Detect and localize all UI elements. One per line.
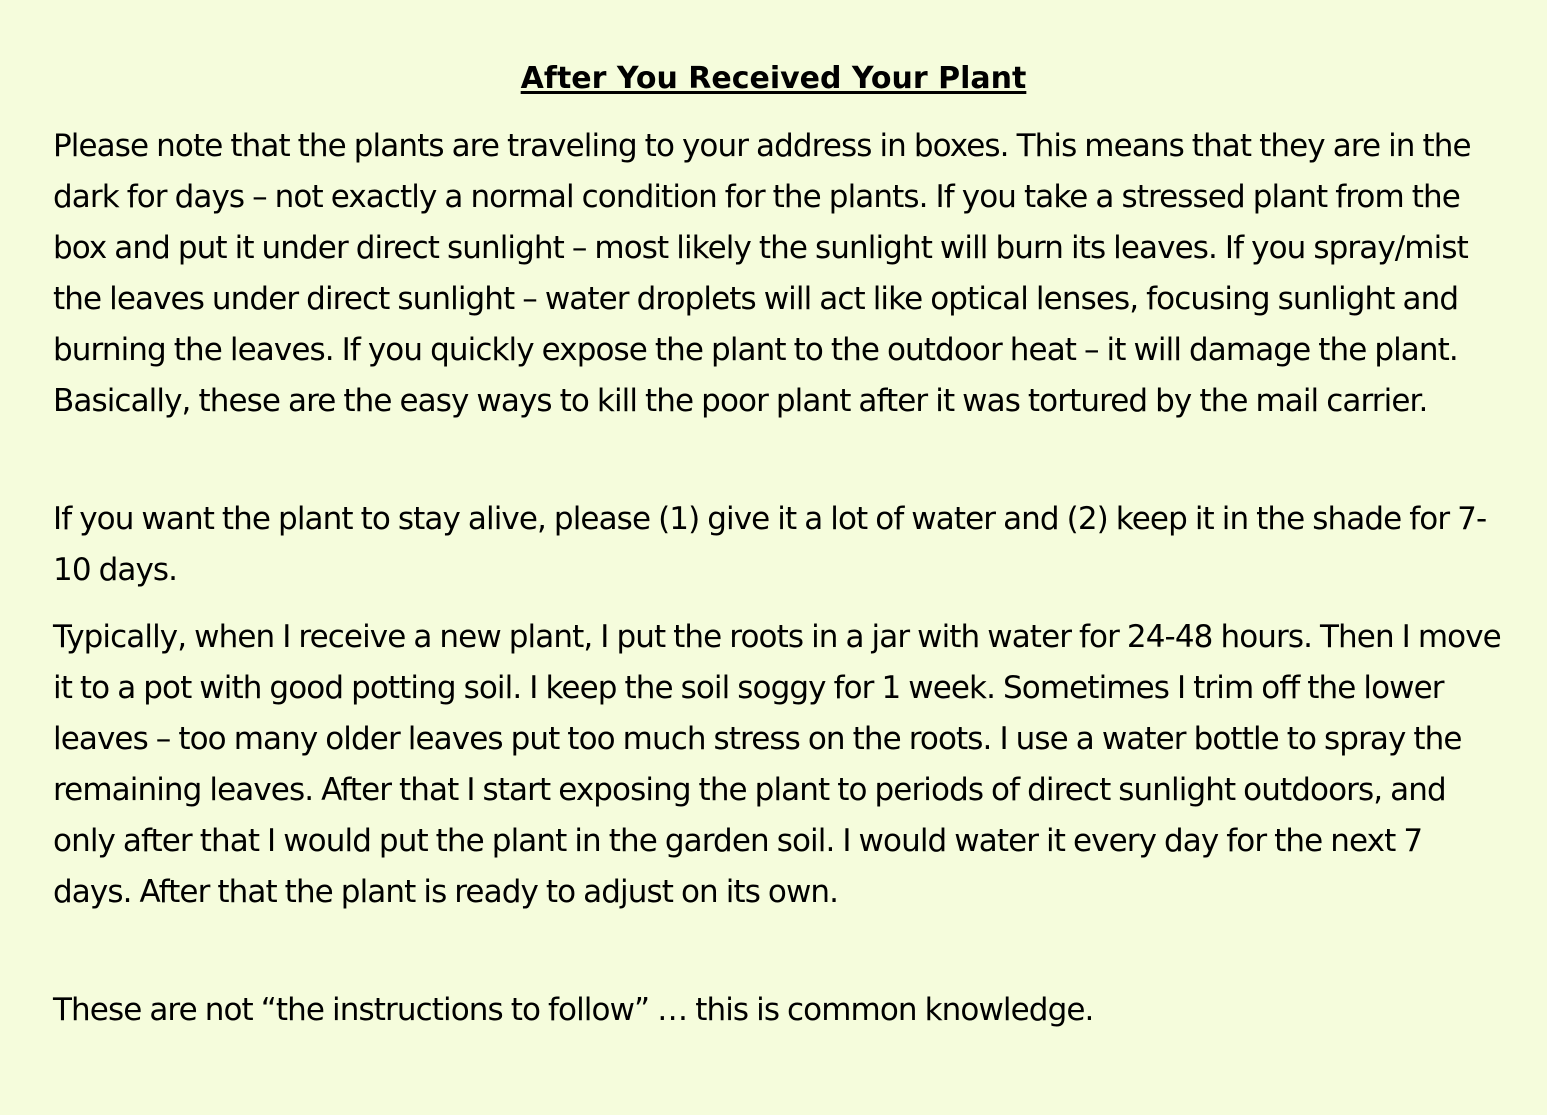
paragraph-shipping-stress: Please note that the plants are traveling to your address in boxes. This means that they are in the dark for days – not exactly a normal condition for the plants. If you take a stressed plant from the box and put it under direct sunlight – most likely the sunlight will burn its leaves. If you spray/mist the leaves under direct sunlight – water droplets will act like optical lenses, focusing sunlight and burning the leaves. If you quickly expose the plant to the outdoor heat – it will damage the plant. Basically, these are the easy ways to kill the poor plant after it was tortured by the mail carrier. bbox=[53, 128, 1471, 419]
paragraph-typical-process: Typically, when I receive a new plant, I put the roots in a jar with water for 24-48 hours. Then I move it to a pot with good potting soil. I keep the soil soggy for 1 week. Sometimes I trim off the lower leaves – too many older leaves put too much stress on the roots. I use a water bottle to spray the remaining leaves. After that I start exposing the plant to periods of direct sunlight outdoors, and only after that I would put the plant in the garden soil. I would water it every day for the next 7 days. After that the plant is ready to adjust on its own. bbox=[53, 619, 1501, 910]
paragraph-common-knowledge: These are not “the instructions to follow” … this is common knowledge. bbox=[53, 992, 1094, 1028]
document-title: After You Received Your Plant bbox=[520, 61, 1027, 96]
paragraph-keep-alive: If you want the plant to stay alive, please (1) give it a lot of water and (2) keep it in the shade for 7-10 days. bbox=[53, 501, 1487, 588]
